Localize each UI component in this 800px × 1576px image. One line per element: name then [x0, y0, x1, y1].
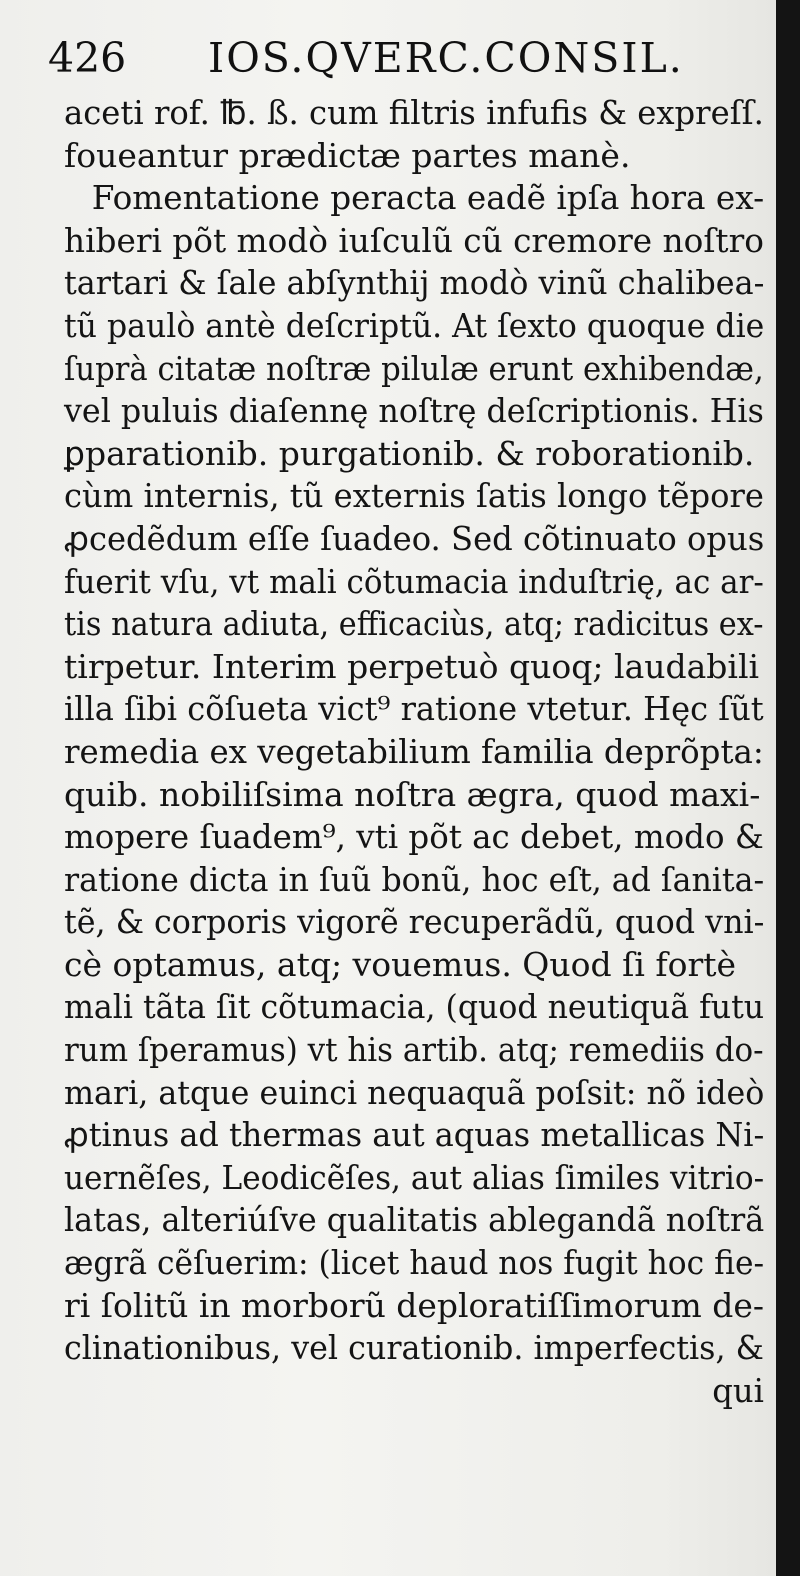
catchword: qui — [712, 1370, 764, 1410]
text-line: tũ paulò antè deſcriptũ. At ſexto quoque die — [64, 305, 765, 345]
text-line: ꝓtinus ad thermas aut aquas metallicas Ni- — [64, 1115, 765, 1155]
running-title: IOS.QVERC.CONSIL. — [208, 34, 684, 82]
page-number: 426 — [48, 34, 127, 82]
text-line: mari, atque euinci nequaquã poſsit: nõ ideò — [64, 1072, 765, 1112]
text-line: cùm internis, tũ externis ſatis longo tẽpore — [64, 476, 764, 516]
text-line: mali tãta ſit cõtumacia, (quod neutiquã futu — [64, 987, 765, 1027]
text-line: latas, alteriúſve qualitatis ablegandã noſtrã — [64, 1200, 765, 1240]
text-line: illa ſibi cõſueta vict⁹ ratione vtetur. Hęc ſũt — [64, 689, 764, 729]
body-text — [64, 92, 764, 1412]
text-line: ſuprà citatæ noſtræ pilulæ erunt exhibendæ, — [64, 348, 764, 388]
book-gutter-shadow — [776, 0, 800, 1576]
text-line: ꝑparationib. purgationib. & roborationib. — [64, 433, 755, 473]
text-line: foueantur prædictæ partes manè. — [64, 135, 631, 175]
text-line: aceti rof. ℔. ß. cum filtris infufis & expreſſ. — [64, 93, 764, 132]
text-line: Fomentatione peracta eadẽ ipſa hora ex- — [91, 178, 765, 218]
text-line: uernẽſes, Leodicẽſes, aut alias ſimiles vitrio- — [64, 1157, 765, 1197]
text-line: tirpetur. Interim perpetuò quoq; laudabili — [64, 646, 760, 686]
text-line: cè optamus, atq; vouemus. Quod ſi fortè — [64, 944, 737, 984]
text-line: ri ſolitũ in morborũ deploratiſſimorum de- — [64, 1285, 765, 1325]
page-header — [48, 34, 748, 94]
text-line: clinationibus, vel curationib. imperfectis, & — [64, 1328, 764, 1368]
text-line: hiberi põt modò iuſculũ cũ cremore noſtro — [64, 220, 764, 260]
text-line: ratione dicta in ſuũ bonũ, hoc eſt, ad ſanita- — [64, 859, 765, 899]
text-line: ꝓcedẽdum eſſe ſuadeo. Sed cõtinuato opus — [64, 518, 765, 558]
text-line: ægrã cẽſuerim: (licet haud nos fugit hoc fie- — [64, 1243, 765, 1283]
text-line: rum ſperamus) vt his artib. atq; remediis do- — [64, 1030, 764, 1070]
text-line: mopere ſuadem⁹, vti põt ac debet, modo & — [64, 817, 764, 857]
text-line: remedia ex vegetabilium familia deprõpta: — [64, 731, 764, 771]
text-line: tartari & ſale abſynthij modò vinũ chalibea- — [64, 263, 765, 303]
text-line: fuerit vſu, vt mali cõtumacia induſtrię, ac ar- — [64, 561, 764, 601]
text-line: tẽ, & corporis vigorẽ recuperãdũ, quod vni- — [64, 902, 765, 942]
text-line: quib. nobiliſsima noſtra ægra, quod maxi- — [64, 774, 761, 814]
text-line: tis natura adiuta, efficaciùs, atq; radicitus ex- — [64, 604, 764, 644]
text-line: vel puluis diaſennę noſtrę deſcriptionis. His — [64, 391, 764, 431]
